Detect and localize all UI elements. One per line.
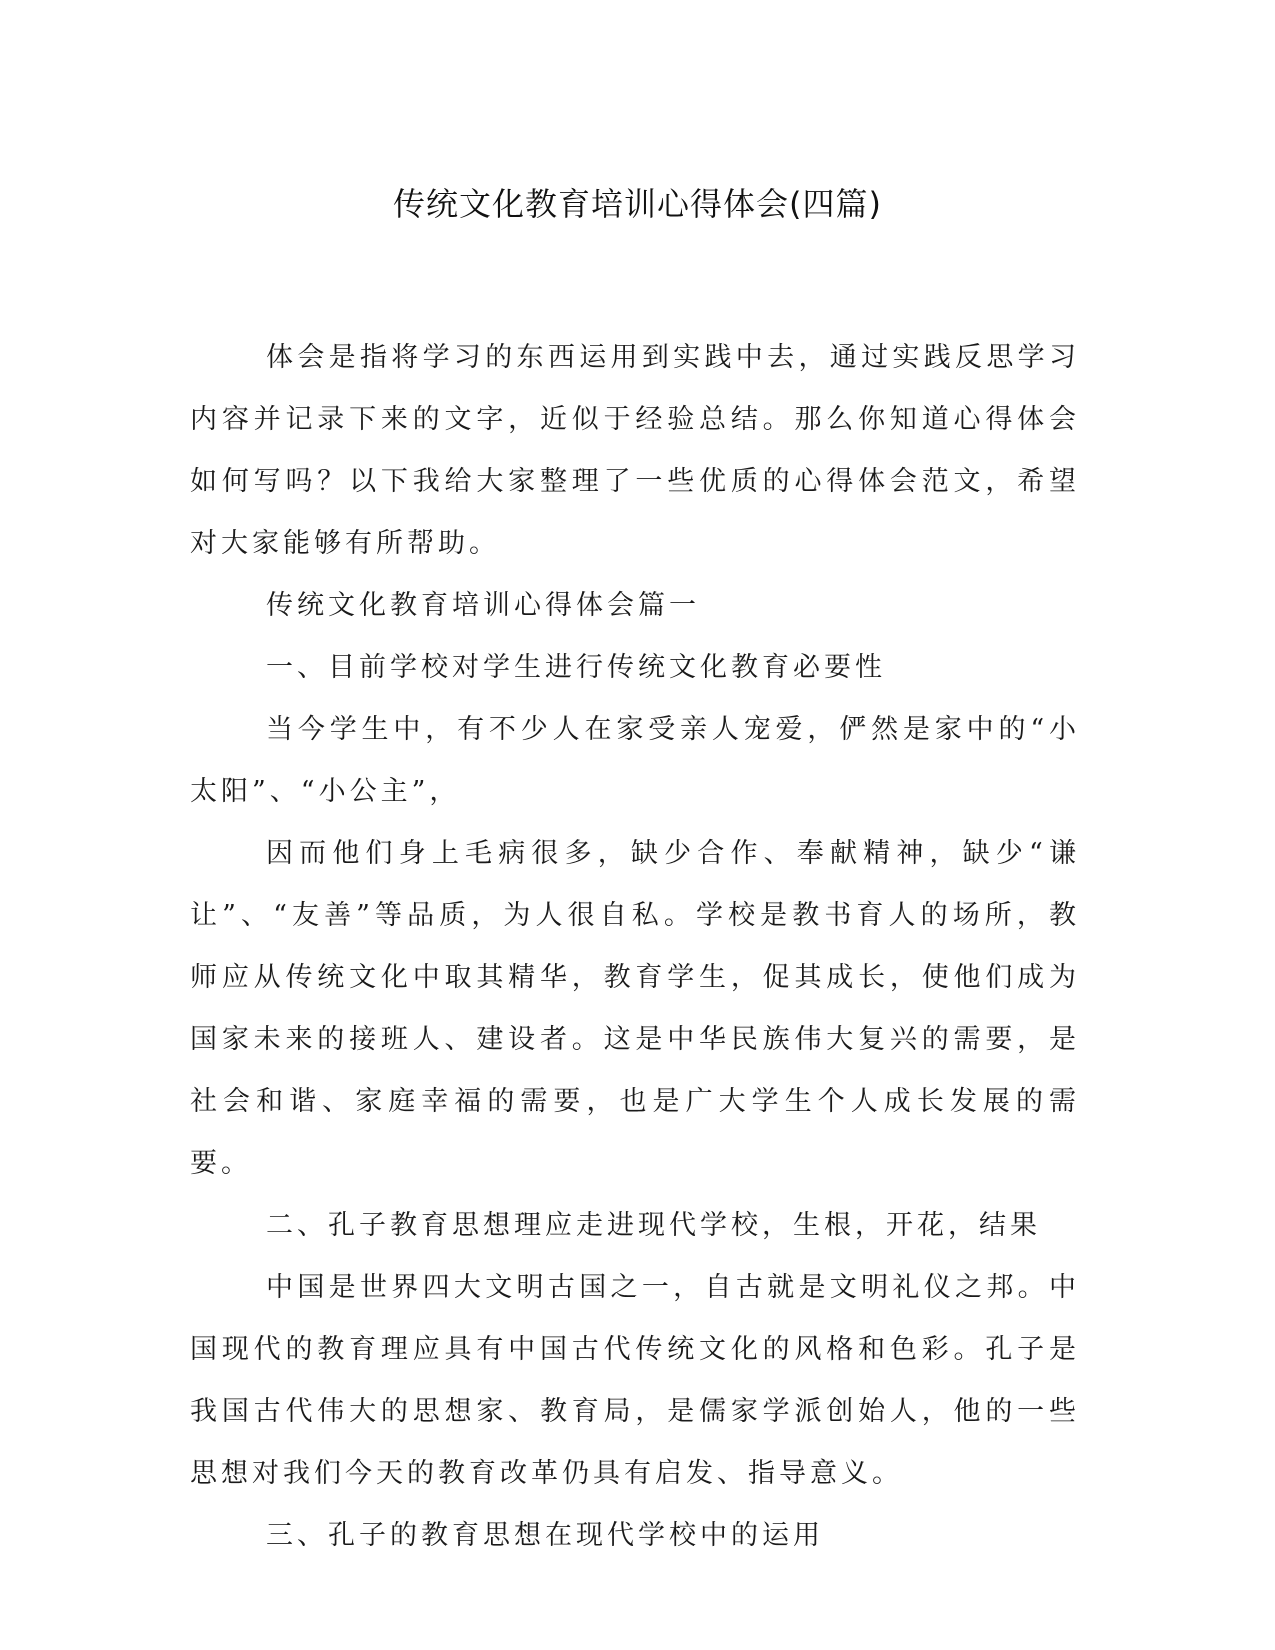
subheading-necessity: 一、目前学校对学生进行传统文化教育必要性 xyxy=(266,652,886,683)
body-paragraph: 中国是世界四大文明古国之一，自古就是文明礼仪之邦。中国现代的教育理应具有中国古代传统文化的风格和色彩。孔子是我国古代伟大的思想家、教育局，是儒家学派创始人，他的一些思想对我们今天的教育改革仍具有启发、指导意义。 xyxy=(190,1272,1080,1489)
subheading-application: 三、孔子的教育思想在现代学校中的运用 xyxy=(266,1520,824,1551)
intro-paragraph: 体会是指将学习的东西运用到实践中去，通过实践反思学习内容并记录下来的文字，近似于经验总结。那么你知道心得体会如何写吗？以下我给大家整理了一些优质的心得体会范文，希望对大家能够有所帮助。 xyxy=(190,342,1080,559)
document-title: 传统文化教育培训心得体会(四篇) xyxy=(393,185,882,223)
section-heading-part-one: 传统文化教育培训心得体会篇一 xyxy=(266,590,700,621)
subheading-confucius-thought: 二、孔子教育思想理应走进现代学校，生根，开花，结果 xyxy=(266,1210,1041,1241)
body-paragraph: 因而他们身上毛病很多，缺少合作、奉献精神，缺少“谦让”、“友善”等品质，为人很自私。学校是教书育人的场所，教师应从传统文化中取其精华，教育学生，促其成长，使他们成为国家未来的接班人、建设者。这是中华民族伟大复兴的需要，是社会和谐、家庭幸福的需要，也是广大学生个人成长发展的需要。 xyxy=(190,838,1080,1179)
body-paragraph: 当今学生中，有不少人在家受亲人宠爱，俨然是家中的“小太阳”、“小公主”， xyxy=(190,714,1080,807)
document-body xyxy=(190,327,1080,1567)
